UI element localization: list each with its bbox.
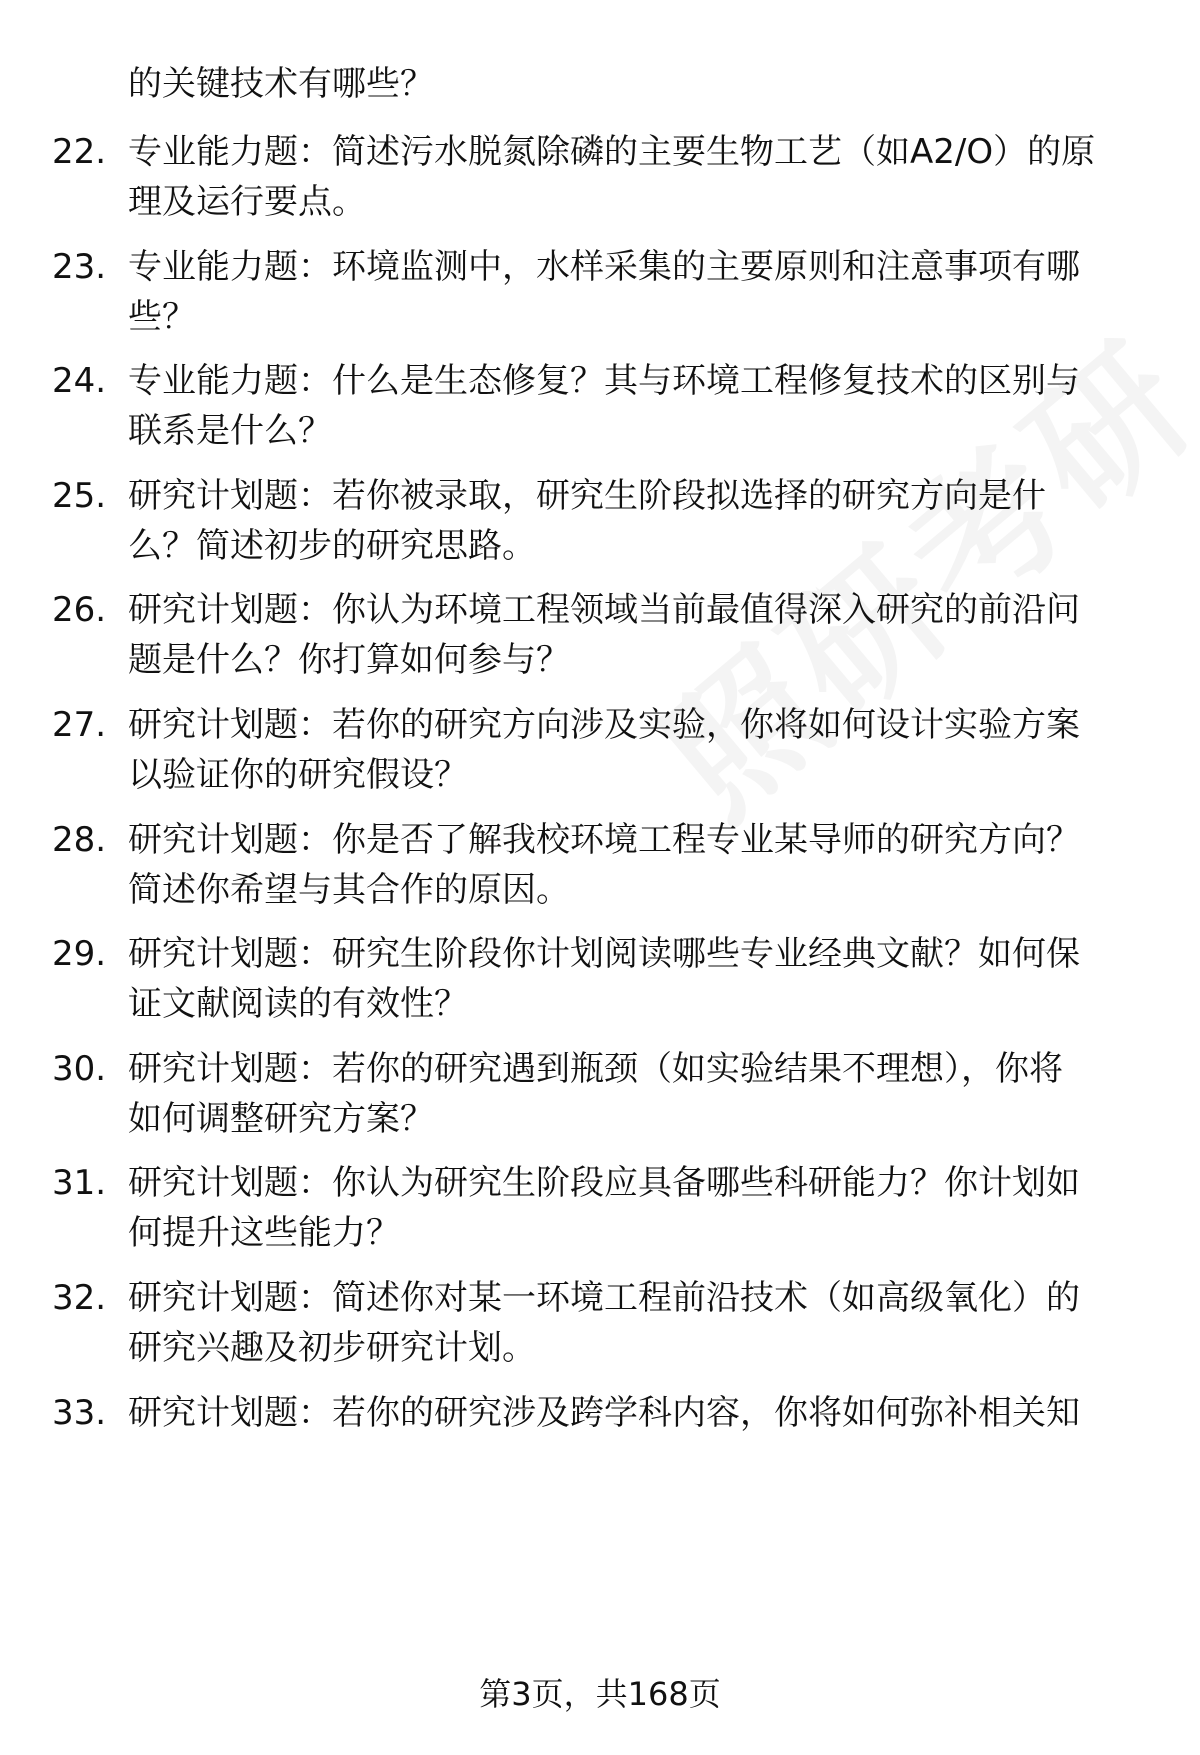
question-number: 30.: [52, 1048, 107, 1089]
question-number: 26.: [52, 590, 107, 631]
question-text-line: 研究计划题：若你被录取，研究生阶段拟选择的研究方向是什: [128, 475, 1046, 516]
question-text-line: 以验证你的研究假设？: [128, 755, 468, 795]
question-number: 28.: [52, 819, 107, 860]
question-text-line: 简述你希望与其合作的原因。: [128, 869, 570, 910]
question-text-line: 专业能力题：什么是生态修复？其与环境工程修复技术的区别与: [128, 361, 1080, 402]
question-text-line: 何提升这些能力？: [128, 1213, 400, 1254]
question-number: 23.: [52, 246, 107, 287]
question-item: [0, 816, 1200, 916]
question-item: [0, 1045, 1200, 1145]
question-text-line: 如何调整研究方案？: [128, 1098, 434, 1139]
question-number: 27.: [52, 705, 107, 745]
continuation-line: 的关键技术有哪些？: [128, 64, 434, 104]
question-item: [0, 128, 1200, 228]
question-text-line: 么？简述初步的研究思路。: [128, 525, 536, 566]
question-item: [0, 586, 1200, 686]
question-number: 22.: [52, 132, 107, 172]
question-number: 25.: [52, 475, 107, 516]
question-number: 31.: [52, 1163, 107, 1204]
question-item: [0, 701, 1200, 801]
question-text-line: 些？: [128, 296, 196, 337]
question-text-line: 专业能力题：简述污水脱氮除磷的主要生物工艺（如A2/O）的原: [128, 132, 1096, 172]
question-text-line: 题是什么？你打算如何参与？: [128, 640, 570, 681]
question-item: [0, 1389, 1200, 1489]
question-number: 33.: [52, 1392, 107, 1433]
question-number: 24.: [52, 361, 107, 402]
page-footer: 第3页，共168页: [479, 1675, 721, 1713]
question-text-line: 专业能力题：环境监测中，水样采集的主要原则和注意事项有哪: [128, 246, 1080, 287]
question-text-line: 研究计划题：若你的研究方向涉及实验，你将如何设计实验方案: [128, 705, 1080, 745]
question-number: 29.: [52, 934, 107, 975]
question-text-line: 研究计划题：若你的研究遇到瓶颈（如实验结果不理想），你将: [128, 1048, 1063, 1089]
question-text-line: 联系是什么？: [128, 411, 332, 452]
question-item: [0, 1274, 1200, 1374]
question-item: [0, 357, 1200, 457]
question-text-line: 研究计划题：若你的研究涉及跨学科内容，你将如何弥补相关知: [128, 1392, 1080, 1433]
question-item: [0, 930, 1200, 1030]
question-item: [0, 472, 1200, 572]
question-item: [0, 1159, 1200, 1259]
question-text-line: 证文献阅读的有效性？: [128, 984, 468, 1025]
question-item: [0, 243, 1200, 343]
question-text-line: 研究计划题：你认为环境工程领域当前最值得深入研究的前沿问: [128, 590, 1080, 631]
question-text-line: 研究计划题：研究生阶段你计划阅读哪些专业经典文献？如何保: [128, 934, 1080, 975]
question-text-line: 研究兴趣及初步研究计划。: [128, 1328, 536, 1368]
question-text-line: 理及运行要点。: [128, 182, 366, 222]
question-text-line: 研究计划题：你是否了解我校环境工程专业某导师的研究方向？: [128, 819, 1080, 860]
question-text-line: 研究计划题：你认为研究生阶段应具备哪些科研能力？你计划如: [128, 1163, 1080, 1204]
question-text-line: 研究计划题：简述你对某一环境工程前沿技术（如高级氧化）的: [128, 1278, 1080, 1318]
question-number: 32.: [52, 1278, 107, 1318]
